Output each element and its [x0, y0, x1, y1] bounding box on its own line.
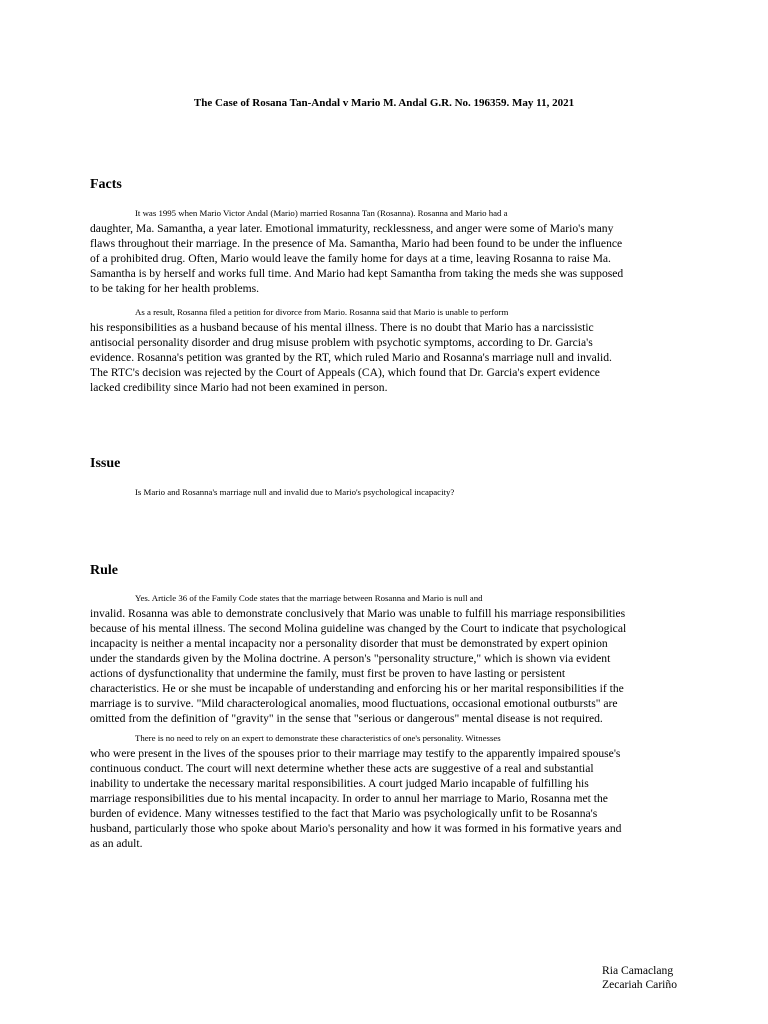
- text-line: his responsibilities as a husband because of his mental illness. There is no doubt that Mario has a narcissistic: [90, 321, 594, 334]
- text-line: Is Mario and Rosanna's marriage null and invalid due to Mario's psychological incapacity?: [135, 487, 455, 497]
- text-line: There is no need to rely on an expert to demonstrate these characteristics of one's personality. Witnesses: [135, 733, 501, 743]
- text-line: omitted from the definition of "gravity" in the sense that "serious or dangerous" mental disease is not required.: [90, 712, 603, 725]
- text-line: evidence. Rosanna's petition was granted by the RT, which ruled Mario and Rosanna's marriage null and invalid.: [90, 351, 612, 364]
- text-line: because of his mental illness. The second Molina guideline was changed by the Court to indicate that psychological: [90, 622, 627, 635]
- rule-heading: Rule: [90, 563, 118, 578]
- document-title: The Case of Rosana Tan-Andal v Mario M. Andal G.R. No. 196359. May 11, 2021: [193, 97, 575, 109]
- text-line: As a result, Rosanna filed a petition for divorce from Mario. Rosanna said that Mario is unable to perform: [135, 307, 509, 317]
- facts-paragraph-1: [90, 206, 670, 296]
- text-line: It was 1995 when Mario Victor Andal (Mario) married Rosanna Tan (Rosanna). Rosanna and Mario had a: [135, 208, 508, 218]
- author-name: Ria Camaclang: [602, 964, 674, 977]
- facts-heading: Facts: [90, 177, 122, 192]
- text-line: as an adult.: [90, 837, 143, 850]
- text-line: marriage is to survive. "Mild characterological anomalies, mood fluctuations, occasional emotional outbursts" are: [90, 697, 618, 710]
- text-line: characteristics. He or she must be incapable of understanding and enforcing his or her marital responsibilities if the: [90, 682, 624, 695]
- text-line: of a prohibited drug. Often, Mario would leave the family home for days at a time, leaving Rosanna to raise Ma.: [90, 252, 611, 265]
- rule-paragraph-1: [90, 591, 670, 726]
- text-line: daughter, Ma. Samantha, a year later. Emotional immaturity, recklessness, and anger were some of Mario's many: [90, 222, 614, 235]
- text-line: continuous conduct. The court will next determine whether these acts are suggestive of a real and substantial: [90, 762, 594, 775]
- text-line: antisocial personality disorder and drug misuse problem with psychotic symptoms, according to Dr. Garcia's: [90, 336, 593, 349]
- issue-heading: Issue: [90, 456, 121, 471]
- author-name: Zecariah Cariño: [602, 978, 677, 991]
- text-line: marriage responsibilities due to his mental incapacity. In order to annul her marriage to Mario, Rosanna met the: [90, 792, 608, 805]
- text-line: inability to undertake the necessary marital responsibilities. A court judged Mario incapable of fulfilling his: [90, 777, 589, 790]
- issue-paragraph: [90, 485, 670, 500]
- text-line: Samantha is by herself and works full time. And Mario had kept Samantha from taking the meds she was supposed: [90, 267, 624, 280]
- text-line: invalid. Rosanna was able to demonstrate conclusively that Mario was unable to fulfill his marriage responsibilities: [90, 607, 626, 620]
- text-line: The RTC's decision was rejected by the Court of Appeals (CA), which found that Dr. Garcia's expert evidence: [90, 366, 600, 379]
- text-line: lacked credibility since Mario had not been examined in person.: [90, 381, 388, 394]
- text-line: under the standards given by the Molina doctrine. A person's "personality structure," which is shown via evident: [90, 652, 611, 665]
- text-line: actions of dysfunctionality that undermine the family, must first be proven to have lasting or persistent: [90, 667, 566, 680]
- text-line: burden of evidence. Many witnesses testified to the fact that Mario was psychologically unfit to be Rosanna's: [90, 807, 598, 820]
- rule-paragraph-2: [90, 731, 670, 851]
- authors-block: [602, 964, 677, 992]
- text-line: who were present in the lives of the spouses prior to their marriage may testify to the apparently impaired spouse's: [90, 747, 621, 760]
- text-line: husband, particularly those who spoke about Mario's personality and how it was formed in his formative years and: [90, 822, 622, 835]
- text-line: incapacity is neither a mental incapacity nor a personality disorder that must be demonstrated by expert opinion: [90, 637, 608, 650]
- text-line: to be taking for her health problems.: [90, 282, 260, 295]
- text-line: Yes. Article 36 of the Family Code states that the marriage between Rosanna and Mario is null and: [135, 593, 483, 603]
- facts-paragraph-2: [90, 305, 670, 395]
- text-line: flaws throughout their marriage. In the presence of Ma. Samantha, Mario had been found to be under the influence: [90, 237, 623, 250]
